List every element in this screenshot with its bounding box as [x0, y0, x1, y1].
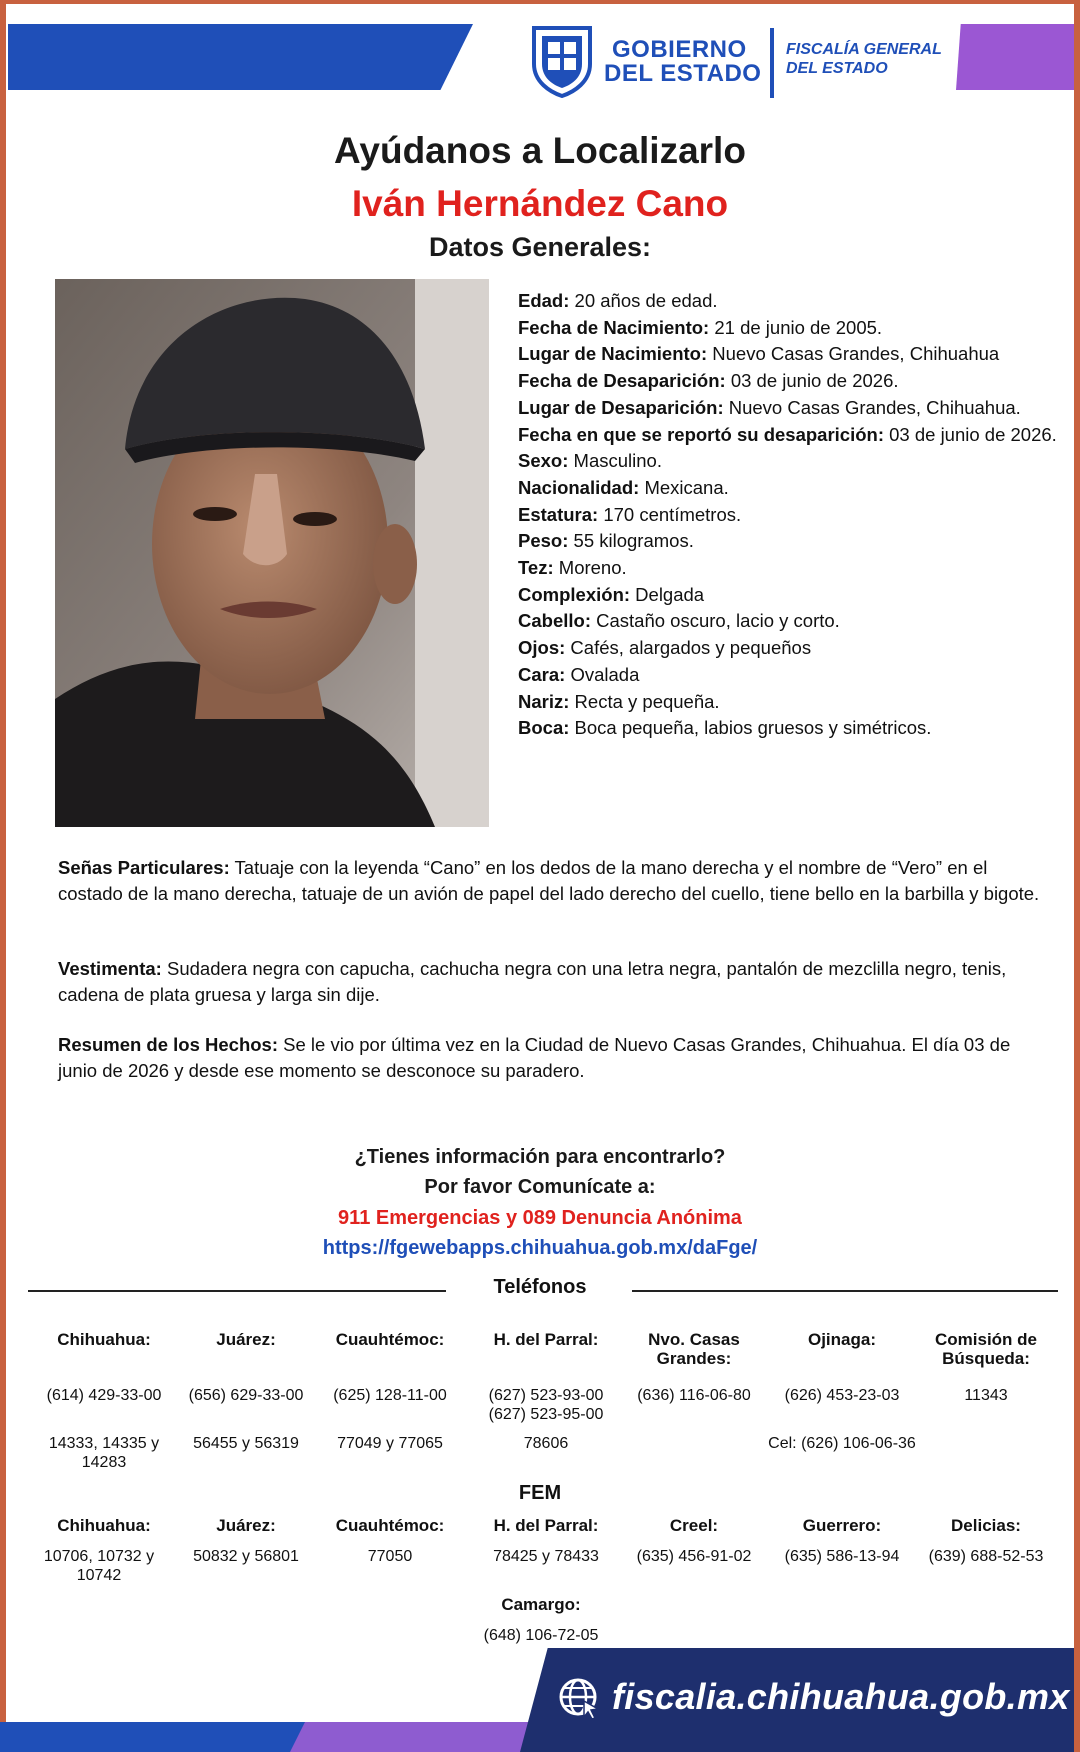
detail-value: Moreno.: [553, 557, 627, 579]
tel-city: Comisión de Búsqueda:: [934, 1330, 1037, 1368]
detail-label: Fecha de Nacimiento:: [518, 316, 710, 338]
tel-ext: Cel: (626) 106-06-36: [768, 1435, 916, 1452]
resumen-hechos: [58, 1032, 1043, 1083]
detail-label: Cara:: [518, 663, 566, 685]
detail-ojos: [518, 635, 1058, 662]
tel-ext: 56455 y 56319: [193, 1435, 299, 1452]
page-title: Ayúdanos a Localizarlo: [334, 130, 746, 171]
detail-value: Masculino.: [568, 450, 662, 472]
detail-lugar-desaparicion: [518, 395, 1058, 422]
detail-value: Delgada: [630, 583, 705, 605]
tel-phone: (625) 128-11-00: [333, 1387, 447, 1404]
camargo-city: Camargo:: [501, 1595, 581, 1614]
tel-phone: (636) 116-06-80: [637, 1387, 751, 1404]
tel-city: H. del Parral:: [493, 1330, 599, 1349]
detail-value: Recta y pequeña.: [569, 690, 720, 712]
fem-city: Cuauhtémoc:: [335, 1516, 445, 1535]
detail-cara: [518, 662, 1058, 689]
telefonos-title: Teléfonos: [493, 1276, 587, 1298]
header-purple-band: [956, 24, 1074, 90]
camargo-value: (648) 106-72-05: [483, 1627, 599, 1644]
detail-label: Fecha en que se reportó su desaparición:: [518, 423, 884, 445]
detail-lugar-nacimiento: [518, 341, 1058, 368]
detail-value: Ovalada: [565, 663, 640, 685]
tel-city: Nvo. Casas Grandes:: [648, 1330, 740, 1368]
fem-value: 78425 y 78433: [493, 1548, 599, 1565]
detail-fecha-reporte: [518, 422, 1058, 449]
logo-divider: [770, 28, 774, 98]
fem-value: (635) 456-91-02: [636, 1548, 752, 1565]
tel-ext: 14333, 14335 y 14283: [48, 1435, 160, 1471]
tel-ext: 78606: [523, 1435, 569, 1452]
detail-label: Estatura:: [518, 503, 599, 525]
detail-boca: [518, 715, 1058, 742]
resumen-text: Se le vio por última vez en la Ciudad de Nuevo Casas Grandes, Chihuahua. El día 03 de junio de 2026 y desde ese momento se desconoce su paradero.: [58, 1034, 1011, 1081]
detail-tez: [518, 555, 1058, 582]
detail-value: Nuevo Casas Grandes, Chihuahua: [707, 343, 1000, 365]
fiscalia-line1: FISCALÍA GENERAL: [786, 41, 942, 58]
detail-value: 55 kilogramos.: [568, 530, 694, 552]
general-data-list: [518, 288, 1058, 742]
tel-phone: (614) 429-33-00: [46, 1387, 162, 1404]
detail-value: Cafés, alargados y pequeños: [565, 637, 812, 659]
detail-value: Castaño oscuro, lacio y corto.: [590, 610, 840, 632]
detail-label: Cabello:: [518, 610, 591, 632]
senas-label: Señas Particulares:: [58, 857, 230, 878]
fem-value: 10706, 10732 y 10742: [43, 1548, 155, 1584]
globe-cursor-icon: [558, 1677, 602, 1721]
detail-nariz: [518, 689, 1058, 716]
detail-label: Tez:: [518, 557, 554, 579]
detail-edad: [518, 288, 1058, 315]
missing-person-name: Iván Hernández Cano: [351, 183, 729, 224]
fiscalia-line2: DEL ESTADO: [786, 60, 888, 77]
detail-label: Lugar de Nacimiento:: [518, 343, 708, 365]
detail-sexo: [518, 448, 1058, 475]
fem-value: (635) 586-13-94: [784, 1548, 900, 1565]
tel-city: Cuauhtémoc:: [335, 1330, 445, 1349]
detail-value: Boca pequeña, labios gruesos y simétricos.: [569, 717, 932, 739]
tel-phone: (656) 629-33-00: [188, 1387, 304, 1404]
detail-label: Fecha de Desaparición:: [518, 370, 726, 392]
vestimenta-label: Vestimenta:: [58, 958, 162, 979]
detail-label: Complexión:: [518, 583, 631, 605]
detail-estatura: [518, 502, 1058, 529]
tel-city: Ojinaga:: [807, 1330, 876, 1349]
fem-title: FEM: [518, 1482, 562, 1504]
cta-please: Por favor Comunícate a:: [424, 1176, 656, 1198]
detail-label: Peso:: [518, 530, 569, 552]
fem-value: 77050: [367, 1548, 413, 1565]
detail-value: 170 centímetros.: [598, 503, 742, 525]
fem-city: Guerrero:: [802, 1516, 882, 1535]
detail-label: Nariz:: [518, 690, 570, 712]
detail-value: Mexicana.: [639, 476, 729, 498]
vestimenta: [58, 956, 1043, 1007]
detail-label: Sexo:: [518, 450, 569, 472]
detail-cabello: [518, 608, 1058, 635]
tel-city: Chihuahua:: [57, 1330, 151, 1349]
section-title: Datos Generales:: [428, 232, 652, 262]
senas-text: Tatuaje con la leyenda “Cano” en los dedos de la mano derecha y el nombre de “Vero” en el costado de la mano derecha, tatuaje de un avión de papel del lado derecho del cuello, tiene bello en la barbilla y bigote.: [58, 857, 1040, 904]
resumen-label: Resumen de los Hechos:: [58, 1034, 279, 1055]
detail-value: 21 de junio de 2005.: [709, 316, 883, 338]
gov-line1: GOBIERNO: [612, 36, 747, 63]
fem-city: Delicias:: [951, 1516, 1021, 1535]
header-blue-band: [8, 24, 473, 90]
detail-value: 03 de junio de 2026.: [725, 370, 899, 392]
detail-fecha-nacimiento: [518, 315, 1058, 342]
tel-ext: 77049 y 77065: [337, 1435, 443, 1452]
gobierno-logo-text: [604, 38, 761, 86]
fiscalia-logo-text: [786, 40, 942, 78]
fem-city: H. del Parral:: [493, 1516, 599, 1535]
detail-fecha-desaparicion: [518, 368, 1058, 395]
footer-blue-stripe: [0, 1722, 330, 1752]
detail-complexion: [518, 582, 1058, 609]
gov-line2: DEL ESTADO: [604, 60, 762, 87]
detail-label: Nacionalidad:: [518, 476, 640, 498]
missing-person-photo: [55, 279, 489, 827]
tel-city: Juárez:: [216, 1330, 276, 1349]
cta-emergency: 911 Emergencias y 089 Denuncia Anónima: [338, 1207, 742, 1229]
fem-city: Chihuahua:: [57, 1516, 151, 1535]
detail-value: 03 de junio de 2026.: [884, 423, 1057, 445]
detail-label: Lugar de Desaparición:: [518, 396, 724, 418]
cta-url-link[interactable]: https://fgewebapps.chihuahua.gob.mx/daFge/: [322, 1237, 758, 1259]
vestimenta-text: Sudadera negra con capucha, cachucha negra con una letra negra, pantalón de mezclilla negro, tenis, cadena de plata gruesa y larga sin dije.: [58, 958, 1007, 1005]
footer-website-link[interactable]: fiscalia.chihuahua.gob.mx: [612, 1676, 1070, 1717]
tel-phone: 11343: [964, 1387, 1008, 1404]
senas-particulares: [58, 855, 1043, 906]
cta-question: ¿Tienes información para encontrarlo?: [354, 1146, 726, 1168]
tel-phone: (627) 523-93-00 (627) 523-95-00: [488, 1387, 604, 1423]
detail-value: Nuevo Casas Grandes, Chihuahua.: [723, 396, 1021, 418]
detail-nacionalidad: [518, 475, 1058, 502]
tel-phone: (626) 453-23-03: [784, 1387, 900, 1404]
fem-value: 50832 y 56801: [193, 1548, 299, 1565]
footer-purple-stripe: [290, 1722, 540, 1752]
top-border: [0, 0, 1080, 4]
detail-label: Ojos:: [518, 637, 566, 659]
state-shield-icon: [530, 24, 594, 98]
fem-value: (639) 688-52-53: [928, 1548, 1044, 1565]
detail-peso: [518, 528, 1058, 555]
fem-city: Creel:: [669, 1516, 719, 1535]
fem-city: Juárez:: [216, 1516, 276, 1535]
detail-label: Boca:: [518, 717, 570, 739]
detail-label: Edad:: [518, 290, 570, 311]
detail-value: 20 años de edad.: [569, 290, 718, 311]
